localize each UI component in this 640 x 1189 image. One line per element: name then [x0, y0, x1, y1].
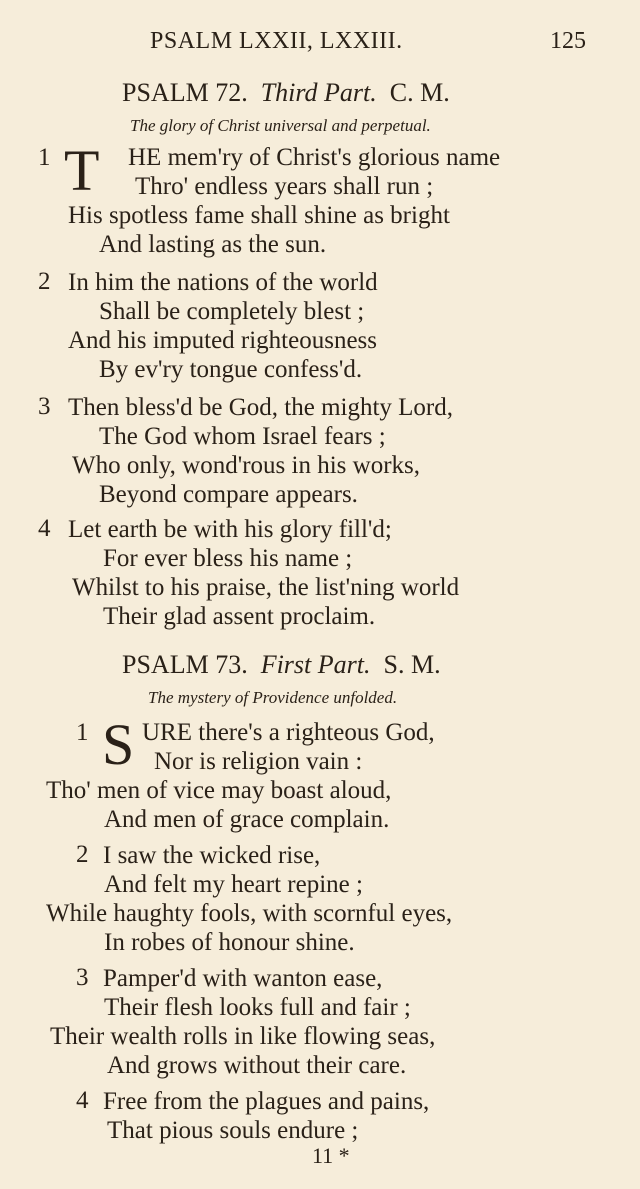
page-number: 125 [550, 28, 586, 54]
verse-line: Their glad assent proclaim. [103, 603, 376, 630]
running-head: PSALM LXXII, LXXIII. [150, 28, 403, 54]
title-meter: S. M. [383, 650, 441, 679]
verse-line: In robes of honour shine. [104, 929, 355, 956]
stanza-number: 2 [38, 268, 51, 295]
verse-line: And grows without their care. [107, 1052, 407, 1079]
verse-line: For ever bless his name ; [103, 545, 353, 572]
verse-line: URE there's a righteous God, [142, 719, 435, 746]
verse-line: While haughty fools, with scornful eyes, [46, 900, 453, 927]
verse-line: Their wealth rolls in like flowing seas, [50, 1023, 436, 1050]
stanza-number: 2 [76, 841, 89, 868]
verse-line: I saw the wicked rise, [103, 842, 321, 869]
section-subtitle: The mystery of Providence unfolded. [148, 688, 398, 707]
verse-line: Beyond compare appears. [99, 481, 358, 508]
stanza-number: 1 [38, 144, 51, 171]
verse-line: By ev'ry tongue confess'd. [99, 356, 363, 383]
verse-line: Free from the plagues and pains, [103, 1088, 430, 1115]
stanza-number: 3 [38, 393, 51, 420]
verse-line: In him the nations of the world [68, 269, 378, 296]
drop-cap: T [64, 138, 100, 203]
section-subtitle: The glory of Christ universal and perpetual. [130, 116, 431, 135]
stanza-number: 1 [76, 719, 89, 746]
title-meter: C. M. [389, 78, 450, 107]
stanza-number: 3 [76, 964, 89, 991]
verse-line: Pamper'd with wanton ease, [103, 965, 383, 992]
title-part: First Part. [260, 650, 371, 679]
verse-line: Who only, wond'rous in his works, [72, 452, 421, 479]
verse-line: Let earth be with his glory fill'd; [68, 516, 392, 543]
verse-line: Their flesh looks full and fair ; [104, 994, 411, 1021]
verse-line: And his imputed righteousness [68, 327, 378, 354]
verse-line: And lasting as the sun. [99, 231, 327, 258]
verse-line: Thro' endless years shall run ; [135, 173, 434, 200]
title-part: Third Part. [260, 78, 377, 107]
verse-line: Tho' men of vice may boast aloud, [46, 777, 392, 804]
verse-line: Then bless'd be God, the mighty Lord, [68, 394, 453, 421]
verse-line: Whilst to his praise, the list'ning world [72, 574, 460, 601]
verse-line: HE mem'ry of Christ's glorious name [128, 144, 501, 171]
verse-line: His spotless fame shall shine as bright [68, 202, 450, 229]
drop-cap: S [102, 712, 135, 777]
verse-line: Shall be completely blest ; [99, 298, 365, 325]
title-name: PSALM 72. [122, 78, 248, 107]
verse-line: Nor is religion vain : [154, 748, 363, 775]
section-title-psalm-73 [122, 650, 441, 680]
section-title-psalm-72 [122, 78, 450, 108]
verse-line: And felt my heart repine ; [104, 871, 363, 898]
stanza-number: 4 [76, 1087, 89, 1114]
verse-line: And men of grace complain. [104, 806, 390, 833]
verse-line: That pious souls endure ; [107, 1117, 359, 1144]
verse-line: The God whom Israel fears ; [99, 423, 386, 450]
title-name: PSALM 73. [122, 650, 248, 679]
stanza-number: 4 [38, 515, 51, 542]
signature-mark: 11 * [312, 1143, 350, 1168]
